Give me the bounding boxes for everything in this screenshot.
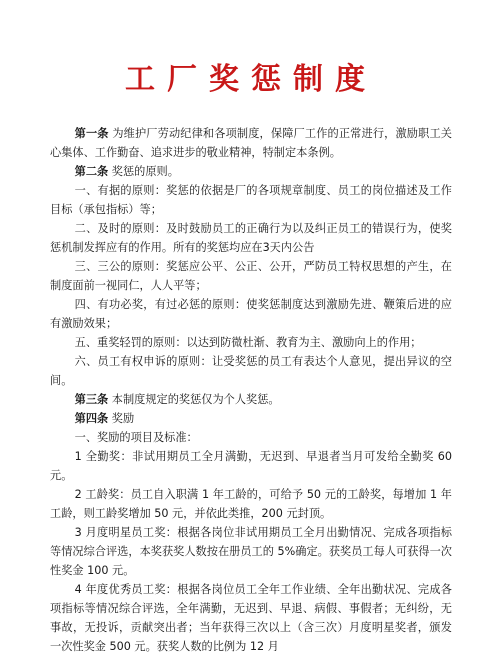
list-item: 四、有功必奖，有过必惩的原则：使奖惩制度达到激励先进、鞭策后进的应有激励效果； (50, 298, 452, 330)
list-item: 4 年度优秀员工奖：根据各岗位员工全年工作业绩、全年出勤状况、完成各项指标等情况综合评选，全年满勤，无迟到、早退、病假、事假者；无纠纷，无事故，无投诉，贡献突出者；当年获得三次以上（含三次）月度明星奖者，颁发一次性奖金 500 元。获奖人数的比例为 12 月 (50, 583, 452, 653)
list-item: 六、员工有权申诉的原则：让受奖惩的员工有表达个人意见，提出异议的空间。 (50, 355, 452, 387)
article-text: 奖励 (111, 412, 135, 425)
article-4 (50, 409, 452, 428)
article-label: 第四条 (74, 412, 109, 425)
article-text: 为维护厂劳动纪律和各项制度，保障厂工作的正常进行，激励职工关心集体、工作勤奋、追求进步的敬业精神，特制定本条例。 (50, 127, 452, 159)
list-item: 五、重奖轻罚的原则：以达到防微杜渐、教育为主、激励向上的作用； (74, 336, 422, 349)
list-item: 一、有据的原则：奖惩的依据是厂的各项规章制度、员工的岗位描述及工作目标（承包指标）等； (50, 184, 452, 216)
list-item: 三、三公的原则：奖惩应公平、公正、公开，严防员工特权思想的产生，在制度面前一视同仁，人人平等； (50, 260, 452, 292)
list-item: 一、奖励的项目及标准： (74, 431, 198, 444)
document-body (50, 124, 452, 656)
article-3 (50, 390, 452, 409)
list-item: 2 工龄奖：员工自入职满 1 年工龄的，可给予 50 元的工龄奖，每增加 1 年工龄，则工龄奖增加 50 元，并依此类推，200 元封顶。 (50, 488, 452, 520)
article-label: 第一条 (74, 127, 109, 140)
article-label: 第三条 (74, 393, 109, 406)
article-1 (50, 124, 452, 162)
article-text: 本制度规定的奖惩仅为个人奖惩。 (111, 393, 280, 406)
document-title: 工厂奖惩制度 (125, 62, 377, 97)
list-item: 3 月度明星员工奖：根据各岗位非试用期员工全月出勤情况、完成各项指标等情况综合评选，本奖获奖人数按在册员工的 5%确定。获奖员工每人可获得一次性奖金 100 元。 (50, 526, 452, 577)
list-item: 二、及时的原则：及时鼓励员工的正确行为以及纠正员工的错误行为，使奖惩机制发挥应有的作用。所有的奖惩均应在3天内公告 (50, 222, 452, 254)
article-label: 第二条 (74, 165, 109, 178)
list-item: 1 全勤奖：非试用期员工全月满勤，无迟到、早退者当月可发给全勤奖 60 元。 (50, 450, 452, 482)
article-2 (50, 162, 452, 181)
article-text: 奖惩的原则。 (111, 165, 179, 178)
